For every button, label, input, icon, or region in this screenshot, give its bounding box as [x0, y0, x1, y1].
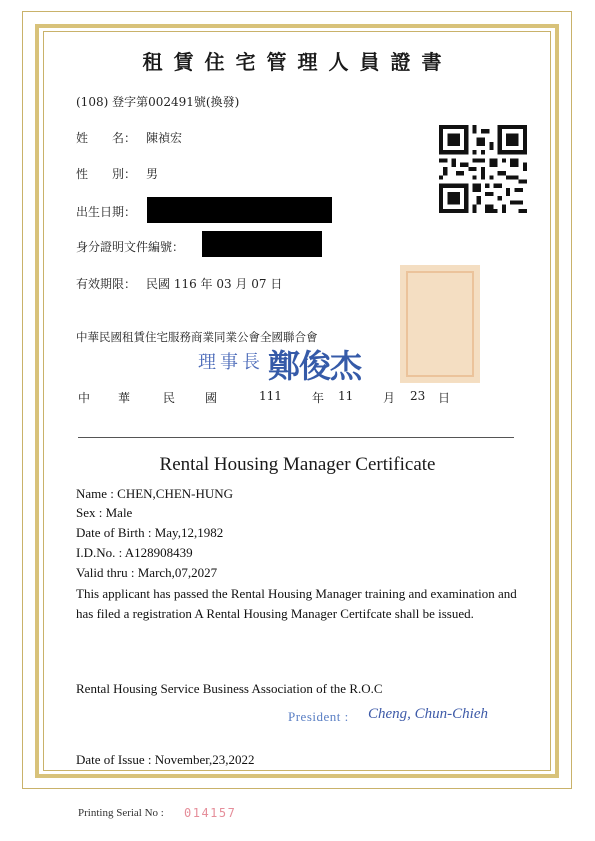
dob-redaction	[147, 197, 332, 223]
sex-value-zh: 男	[146, 167, 159, 181]
name-label-zh: 姓 名：	[76, 131, 137, 145]
id-en: I.D.No. : A128908439	[76, 545, 193, 560]
sex-en: Sex : Male	[76, 505, 133, 520]
official-seal-stamp	[400, 265, 480, 383]
serial-number: 014157	[184, 806, 237, 820]
statement-en: This applicant has passed the Rental Housing Manager training and examination and has filed a registration A Rental Housing Manager Certifcate shall be issued.	[76, 586, 517, 621]
valid-label-zh: 有效期限：	[76, 277, 137, 291]
certificate-title-en: Rental Housing Manager Certificate	[159, 454, 436, 475]
date-year: 111	[259, 389, 282, 403]
qr-code-icon	[439, 125, 527, 213]
dob-label-zh: 出生日期：	[76, 205, 137, 219]
certificate-number: (108) 登字第002491號(換發)	[76, 95, 240, 109]
date-day: 23	[410, 389, 426, 403]
certificate-title-zh: 租賃住宅管理人員證書	[142, 50, 453, 74]
sex-label-zh: 性 別：	[76, 167, 137, 181]
section-divider	[78, 437, 514, 438]
association-zh: 中華民國租賃住宅服務商業同業公會全國聯合會	[76, 330, 318, 344]
id-label-zh: 身分證明文件編號：	[76, 240, 185, 254]
id-redaction	[202, 231, 322, 257]
valid-en: Valid thru : March,07,2027	[76, 565, 218, 580]
date-char: 年	[312, 391, 325, 405]
issue-date-en: Date of Issue : November,23,2022	[76, 752, 255, 767]
date-char: 日	[438, 391, 451, 405]
serial-label: Printing Serial No :	[78, 807, 164, 819]
president-label-zh: 理事長	[198, 352, 264, 373]
name-value-zh: 陳禎宏	[146, 131, 183, 145]
association-en: Rental Housing Service Business Association of the R.O.C	[76, 681, 383, 696]
date-char: 華	[118, 391, 131, 405]
dob-en: Date of Birth : May,12,1982	[76, 525, 224, 540]
date-month: 11	[338, 389, 354, 403]
president-signature-en: Cheng, Chun-Chieh	[368, 706, 488, 722]
valid-value-zh: 民國 116 年 03 月 07 日	[146, 277, 283, 291]
date-char: 國	[205, 391, 218, 405]
date-char: 民	[163, 391, 176, 405]
name-en: Name : CHEN,CHEN-HUNG	[76, 486, 234, 501]
date-char: 中	[78, 391, 91, 405]
date-char: 月	[383, 391, 396, 405]
president-signature-zh: 鄭俊杰	[268, 347, 362, 385]
president-label-en: President :	[288, 709, 349, 724]
